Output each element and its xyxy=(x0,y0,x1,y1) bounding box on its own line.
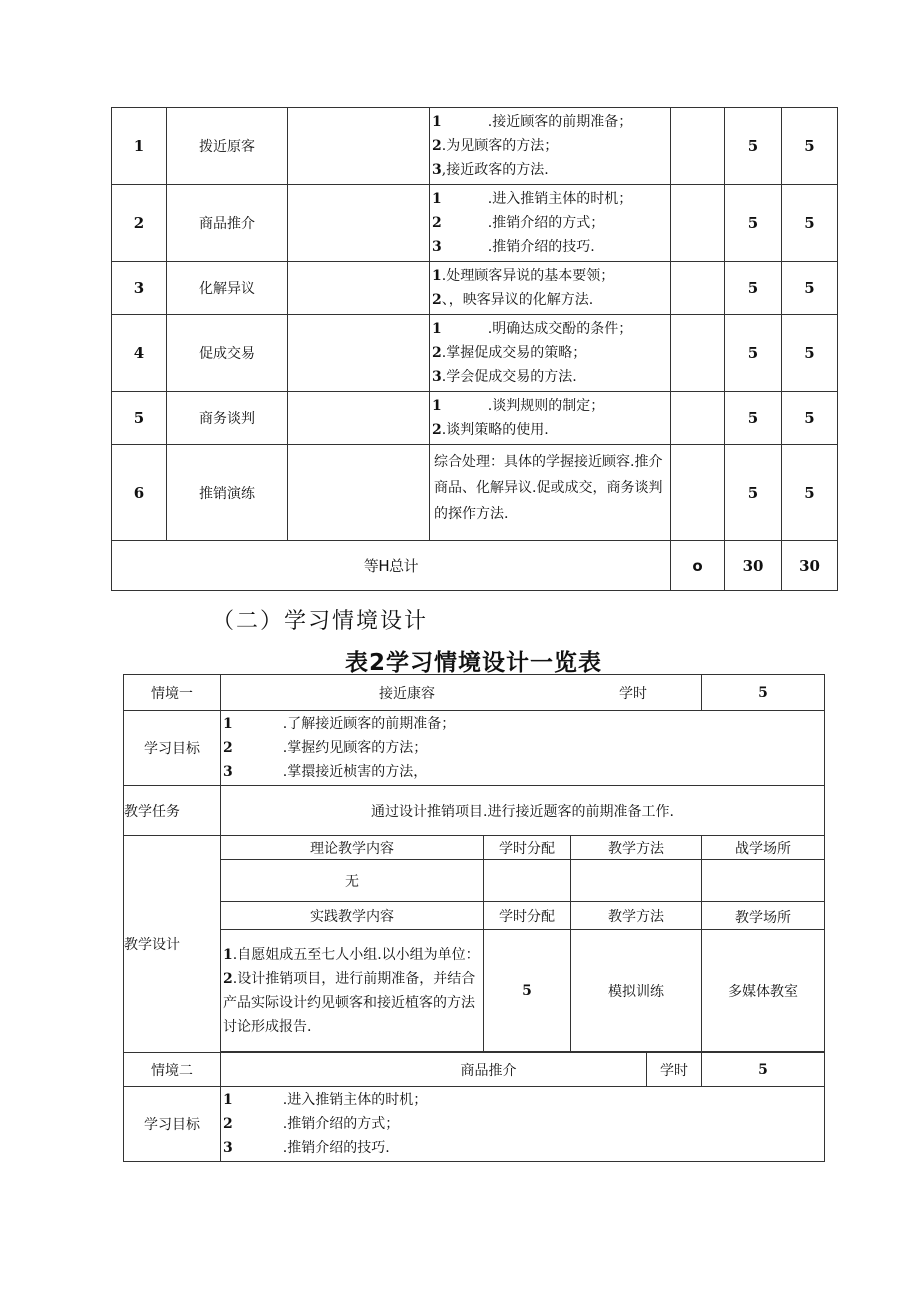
hours-label: 学时 xyxy=(619,685,647,702)
content-line xyxy=(223,760,822,784)
hours-value: 5 xyxy=(725,445,782,541)
line-number: 1 xyxy=(432,268,442,284)
content-line xyxy=(223,1136,822,1160)
table-row xyxy=(112,262,838,315)
line-gap xyxy=(233,736,283,760)
module-content xyxy=(430,445,671,541)
line-number: 1 xyxy=(432,398,442,414)
line-number: 1 xyxy=(432,191,442,207)
content-line xyxy=(432,418,668,442)
goals-list xyxy=(221,711,825,786)
situation-2-goals-row xyxy=(124,1087,825,1162)
table-row xyxy=(112,445,838,541)
row-number: 4 xyxy=(112,315,167,392)
line-text: .掌握促成交易的策略； xyxy=(441,345,587,361)
line-text: .为见顾客的方法； xyxy=(441,138,559,154)
module-content xyxy=(430,262,671,315)
line-number: 1 xyxy=(223,946,233,963)
hours-value: 5 xyxy=(725,108,782,185)
line-number: 2 xyxy=(223,740,233,756)
empty-cell xyxy=(288,392,430,445)
practice-content xyxy=(221,930,484,1052)
line-text: .自愿姐成五至七人小组.以小组为单位： xyxy=(232,946,480,963)
content-line xyxy=(432,365,668,389)
module-content xyxy=(430,392,671,445)
empty-cell xyxy=(702,860,825,902)
content-line xyxy=(223,736,822,760)
line-number: 1 xyxy=(223,1092,233,1108)
line-text: .掌擐接近桢害的方法， xyxy=(282,764,428,780)
situation-1-header-row xyxy=(124,675,825,711)
hours-value: 5 xyxy=(782,185,838,262)
line-number: 1 xyxy=(432,321,442,337)
empty-cell xyxy=(671,262,725,315)
content-paragraph xyxy=(223,943,481,967)
empty-cell xyxy=(288,262,430,315)
module-name: 商务谈判 xyxy=(167,392,288,445)
table-row xyxy=(112,392,838,445)
situation-label: 情境一 xyxy=(124,675,221,711)
total-extra: o xyxy=(671,541,725,591)
module-name: 商品推介 xyxy=(167,185,288,262)
practice-header: 实践教学内容 xyxy=(221,902,484,930)
content-line xyxy=(223,1088,822,1112)
empty-cell xyxy=(288,185,430,262)
design-label: 教学设计 xyxy=(124,836,221,1053)
content-line xyxy=(223,1112,822,1136)
practice-content-row xyxy=(124,930,825,1052)
empty-cell xyxy=(484,860,571,902)
line-number: 2 xyxy=(432,345,442,361)
line-number: 2 xyxy=(223,970,233,987)
empty-cell xyxy=(671,315,725,392)
line-gap xyxy=(233,760,283,784)
empty-cell xyxy=(571,860,702,902)
content-line xyxy=(432,288,668,312)
module-content xyxy=(430,108,671,185)
hours-value: 5 xyxy=(782,315,838,392)
row-number: 2 xyxy=(112,185,167,262)
line-text: .推销介绍的方式； xyxy=(282,1116,400,1132)
row-number: 6 xyxy=(112,445,167,541)
practice-place: 多媒体教室 xyxy=(702,930,825,1052)
line-number: 3 xyxy=(223,1140,233,1156)
line-number: 1 xyxy=(223,716,233,732)
content-paragraph xyxy=(223,967,481,1039)
situation-2-header-row xyxy=(124,1053,825,1087)
line-number: 3 xyxy=(432,162,442,178)
line-gap xyxy=(233,1136,283,1160)
situation-title: 接近康容 xyxy=(379,685,435,702)
theory-hours-header: 学时分配 xyxy=(484,836,571,860)
line-number: 2 xyxy=(432,292,442,308)
hours-value: 5 xyxy=(702,1053,825,1087)
row-number: 5 xyxy=(112,392,167,445)
empty-cell xyxy=(671,392,725,445)
course-content-table xyxy=(111,107,838,591)
practice-method-header: 教学方法 xyxy=(571,902,702,930)
situation-1-goals-row xyxy=(124,711,825,786)
line-number: 2 xyxy=(223,1116,233,1132)
empty-cell xyxy=(671,445,725,541)
table-caption: 表2学习情境设计一览表 xyxy=(345,650,603,676)
content-line xyxy=(223,712,822,736)
table-row xyxy=(112,185,838,262)
row-number: 1 xyxy=(112,108,167,185)
line-text: .进入推销主体的时机； xyxy=(487,191,633,207)
module-name: 化解异议 xyxy=(167,262,288,315)
task-text: 通过设计推销项目.进行接近题客的前期准备工作. xyxy=(221,786,825,836)
hours-value: 5 xyxy=(725,392,782,445)
theory-content: 无 xyxy=(221,860,484,902)
module-name: 推销演练 xyxy=(167,445,288,541)
line-text: 、，映客异议的化解方法. xyxy=(441,292,594,308)
total-row xyxy=(112,541,838,591)
theory-content-row xyxy=(124,860,825,902)
line-text: .推销介绍的方式； xyxy=(487,215,605,231)
row-number: 3 xyxy=(112,262,167,315)
table-row xyxy=(112,315,838,392)
hours-value: 5 xyxy=(782,262,838,315)
content-line xyxy=(432,110,668,134)
goals-label: 学习目标 xyxy=(124,1087,221,1162)
line-gap xyxy=(442,211,488,235)
content-line xyxy=(432,134,668,158)
content-line xyxy=(432,235,668,259)
content-line xyxy=(432,394,668,418)
goals-list xyxy=(221,1087,825,1162)
situation-title: 商品推介 xyxy=(221,1053,647,1087)
situation-label: 情境二 xyxy=(124,1053,221,1087)
empty-cell xyxy=(671,108,725,185)
line-gap xyxy=(442,187,488,211)
line-text: .学会促成交易的方法. xyxy=(441,369,577,385)
hours-value: 5 xyxy=(782,392,838,445)
module-name: 促成交易 xyxy=(167,315,288,392)
content-line xyxy=(432,187,668,211)
module-content xyxy=(430,315,671,392)
line-gap xyxy=(442,394,488,418)
line-text: ,接近政客的方法. xyxy=(441,162,549,178)
line-gap xyxy=(233,712,283,736)
line-text: .了解接近顾客的前期准备； xyxy=(282,716,456,732)
line-number: 3 xyxy=(432,369,442,385)
empty-cell xyxy=(671,185,725,262)
module-content-text: 综合处理：具体的学握接近顾容.推介商品、化解异议.促或成交，商务谈判的探作方法. xyxy=(434,454,663,522)
practice-hours-header: 学时分配 xyxy=(484,902,571,930)
theory-header-row xyxy=(124,836,825,860)
line-text: .设计推销项目，进行前期准备，并结合产品实际设计约见顿客和接近植客的方法讨论形成报告. xyxy=(223,970,476,1035)
line-text: .谈判规则的制定； xyxy=(487,398,605,414)
line-text: .明确达成交酚的条件； xyxy=(487,321,633,337)
theory-method-header: 教学方法 xyxy=(571,836,702,860)
theory-header: 理论教学内容 xyxy=(221,836,484,860)
line-text: .进入推销主体的时机； xyxy=(282,1092,428,1108)
line-number: 2 xyxy=(432,422,442,438)
content-line xyxy=(432,158,668,182)
line-number: 3 xyxy=(432,239,442,255)
hours-label: 学时 xyxy=(647,1053,702,1087)
line-gap xyxy=(442,317,488,341)
hours-value: 5 xyxy=(725,262,782,315)
section-heading: （二）学习情境设计 xyxy=(212,609,429,634)
practice-header-row xyxy=(124,902,825,930)
total-label: 等H总计 xyxy=(112,541,671,591)
practice-method: 模拟训练 xyxy=(571,930,702,1052)
empty-cell xyxy=(288,315,430,392)
theory-place-header: 战学场所 xyxy=(702,836,825,860)
line-gap xyxy=(442,235,488,259)
line-text: .接近顾客的前期准备； xyxy=(487,114,633,130)
empty-cell xyxy=(288,445,430,541)
line-number: 2 xyxy=(432,138,442,154)
practice-hours: 5 xyxy=(484,930,571,1052)
line-number: 1 xyxy=(432,114,442,130)
goals-label: 学习目标 xyxy=(124,711,221,786)
line-gap xyxy=(233,1112,283,1136)
situation-1-task-row xyxy=(124,786,825,836)
line-gap xyxy=(233,1088,283,1112)
content-line xyxy=(432,317,668,341)
empty-cell xyxy=(288,108,430,185)
learning-situation-table xyxy=(123,674,825,1162)
hours-value: 5 xyxy=(702,675,825,711)
situation-title-cell xyxy=(221,675,702,711)
hours-value: 5 xyxy=(782,445,838,541)
content-line xyxy=(432,341,668,365)
line-text: .谈判策略的使用. xyxy=(441,422,549,438)
practice-place-header: 教学场所 xyxy=(702,902,825,930)
hours-value: 5 xyxy=(725,315,782,392)
table-row xyxy=(112,108,838,185)
hours-value: 5 xyxy=(782,108,838,185)
line-number: 3 xyxy=(223,764,233,780)
line-number: 2 xyxy=(432,215,442,231)
line-gap xyxy=(442,110,488,134)
line-text: .掌握约见顾客的方法； xyxy=(282,740,428,756)
line-text: .处理顾客异说的基本要领； xyxy=(441,268,615,284)
task-label: 教学任务 xyxy=(124,786,221,836)
total-hours: 30 xyxy=(782,541,838,591)
content-line xyxy=(432,264,668,288)
module-content xyxy=(430,185,671,262)
total-hours: 30 xyxy=(725,541,782,591)
content-line xyxy=(432,211,668,235)
module-name: 拨近原客 xyxy=(167,108,288,185)
line-text: .推销介绍的技巧. xyxy=(282,1140,390,1156)
line-text: .推销介绍的技巧. xyxy=(487,239,595,255)
hours-value: 5 xyxy=(725,185,782,262)
